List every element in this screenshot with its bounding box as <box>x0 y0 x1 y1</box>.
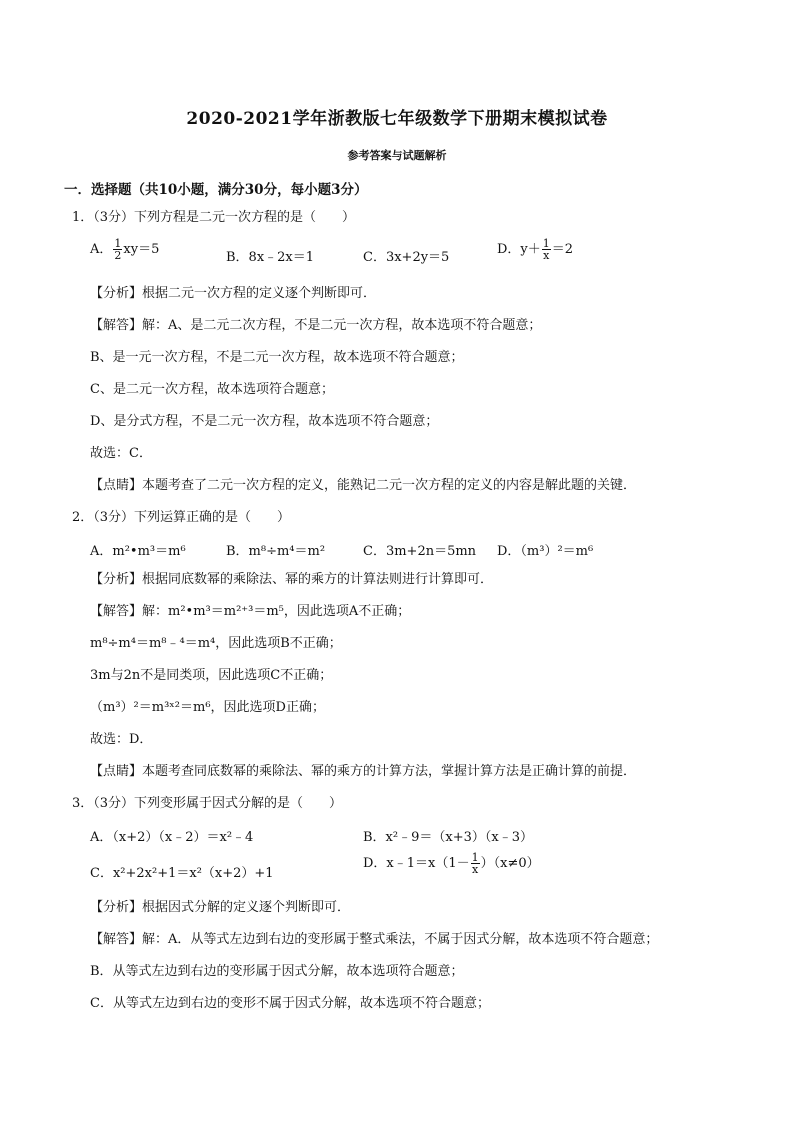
fraction-denominator: 2 <box>114 249 122 262</box>
q3-option-d-prefix: D．x﹣1＝x（1－ <box>363 856 470 871</box>
fraction-denominator: x <box>543 249 550 262</box>
q3-analysis: 【分析】根据因式分解的定义逐个判断即可． <box>90 900 351 915</box>
q3-option-a: A．（x+2）（x﹣2）＝x²﹣4 <box>90 830 254 845</box>
q1-option-d-rest: ＝2 <box>551 242 574 257</box>
q2-option-c: C．3m+2n＝5mn <box>363 544 477 559</box>
q3-option-d-rest: ）（x≠0） <box>480 856 540 871</box>
q1-solution-line: D、是分式方程，不是二元一次方程，故本选项不符合题意； <box>90 414 439 429</box>
q2-answer: 故选：D． <box>90 732 153 747</box>
q3-option-d-fraction <box>471 852 480 875</box>
q1-option-d-prefix: D．y＋ <box>497 242 541 257</box>
q1-stem: 1．（3分）下列方程是二元一次方程的是（ ） <box>72 210 356 225</box>
q2-solution-line: （m³）²＝m³ˣ²＝m⁶，因此选项D正确； <box>90 700 325 715</box>
q3-option-b: B．x²﹣9＝（x+3）（x﹣3） <box>363 830 533 845</box>
q2-solution-line: 3m与2n不是同类项，因此选项C不正确； <box>90 668 333 683</box>
document-title: 2020-2021学年浙教版七年级数学下册期末模拟试卷 <box>186 109 608 129</box>
q2-analysis: 【分析】根据同底数幂的乘除法、幂的乘方的计算法则进行计算即可． <box>90 572 494 587</box>
q1-option-a-prefix: A． <box>90 242 113 257</box>
q1-option-a-rest: xy＝5 <box>123 242 160 257</box>
q1-option-d <box>497 238 573 261</box>
q3-stem: 3．（3分）下列变形属于因式分解的是（ ） <box>72 796 343 811</box>
q1-answer: 故选：C． <box>90 446 152 461</box>
q1-option-c: C．3x+2y＝5 <box>363 250 450 265</box>
q3-option-d <box>363 852 540 875</box>
fraction-numerator: 1 <box>542 237 550 250</box>
q1-solution-line: 【解答】解：A、是二元二次方程，不是二元一次方程，故本选项不符合题意； <box>90 318 542 333</box>
q3-solution-line: 【解答】解：A．从等式左边到右边的变形属于整式乘法，不属于因式分解，故本选项不符合题意； <box>90 932 659 947</box>
q2-option-d: D．（m³）²＝m⁶ <box>497 544 594 559</box>
q2-option-b: B．m⁸÷m⁴＝m² <box>226 544 326 559</box>
q3-solution-line: C．从等式左边到右边的变形不属于因式分解，故本选项不符合题意； <box>90 996 490 1011</box>
q1-option-b: B．8x﹣2x＝1 <box>226 250 315 265</box>
q3-option-c: C．x²+2x²+1＝x²（x+2）+1 <box>90 866 274 881</box>
q2-solution-line: 【解答】解：m²•m³＝m²⁺³＝m⁵，因此选项A不正确； <box>90 604 411 619</box>
q3-solution-line: B．从等式左边到右边的变形属于因式分解，故本选项符合题意； <box>90 964 464 979</box>
q1-analysis: 【分析】根据二元一次方程的定义逐个判断即可． <box>90 286 377 301</box>
document-subtitle: 参考答案与试题解析 <box>347 149 447 162</box>
q1-option-d-fraction <box>542 238 551 261</box>
q1-option-a-fraction <box>113 238 122 261</box>
section-heading: 一．选择题（共10小题，满分30分，每小题3分） <box>64 182 368 198</box>
q1-comment: 【点睛】本题考查了二元一次方程的定义，能熟记二元一次方程的定义的内容是解此题的关键． <box>90 478 637 493</box>
q2-solution-line: m⁸÷m⁴＝m⁸﹣⁴＝m⁴，因此选项B不正确； <box>90 636 342 651</box>
q2-option-a: A．m²•m³＝m⁶ <box>90 544 186 559</box>
q1-solution-line: B、是一元一次方程，不是二元一次方程，故本选项不符合题意； <box>90 350 464 365</box>
q2-stem: 2．（3分）下列运算正确的是（ ） <box>72 510 291 525</box>
fraction-numerator: 1 <box>471 851 479 864</box>
fraction-numerator: 1 <box>114 237 122 250</box>
q2-comment: 【点睛】本题考查同底数幂的乘除法、幂的乘方的计算方法，掌握计算方法是正确计算的前提． <box>90 764 637 779</box>
fraction-denominator: x <box>472 863 479 876</box>
q1-solution-line: C、是二元一次方程，故本选项符合题意； <box>90 382 334 397</box>
q1-option-a <box>90 238 159 261</box>
